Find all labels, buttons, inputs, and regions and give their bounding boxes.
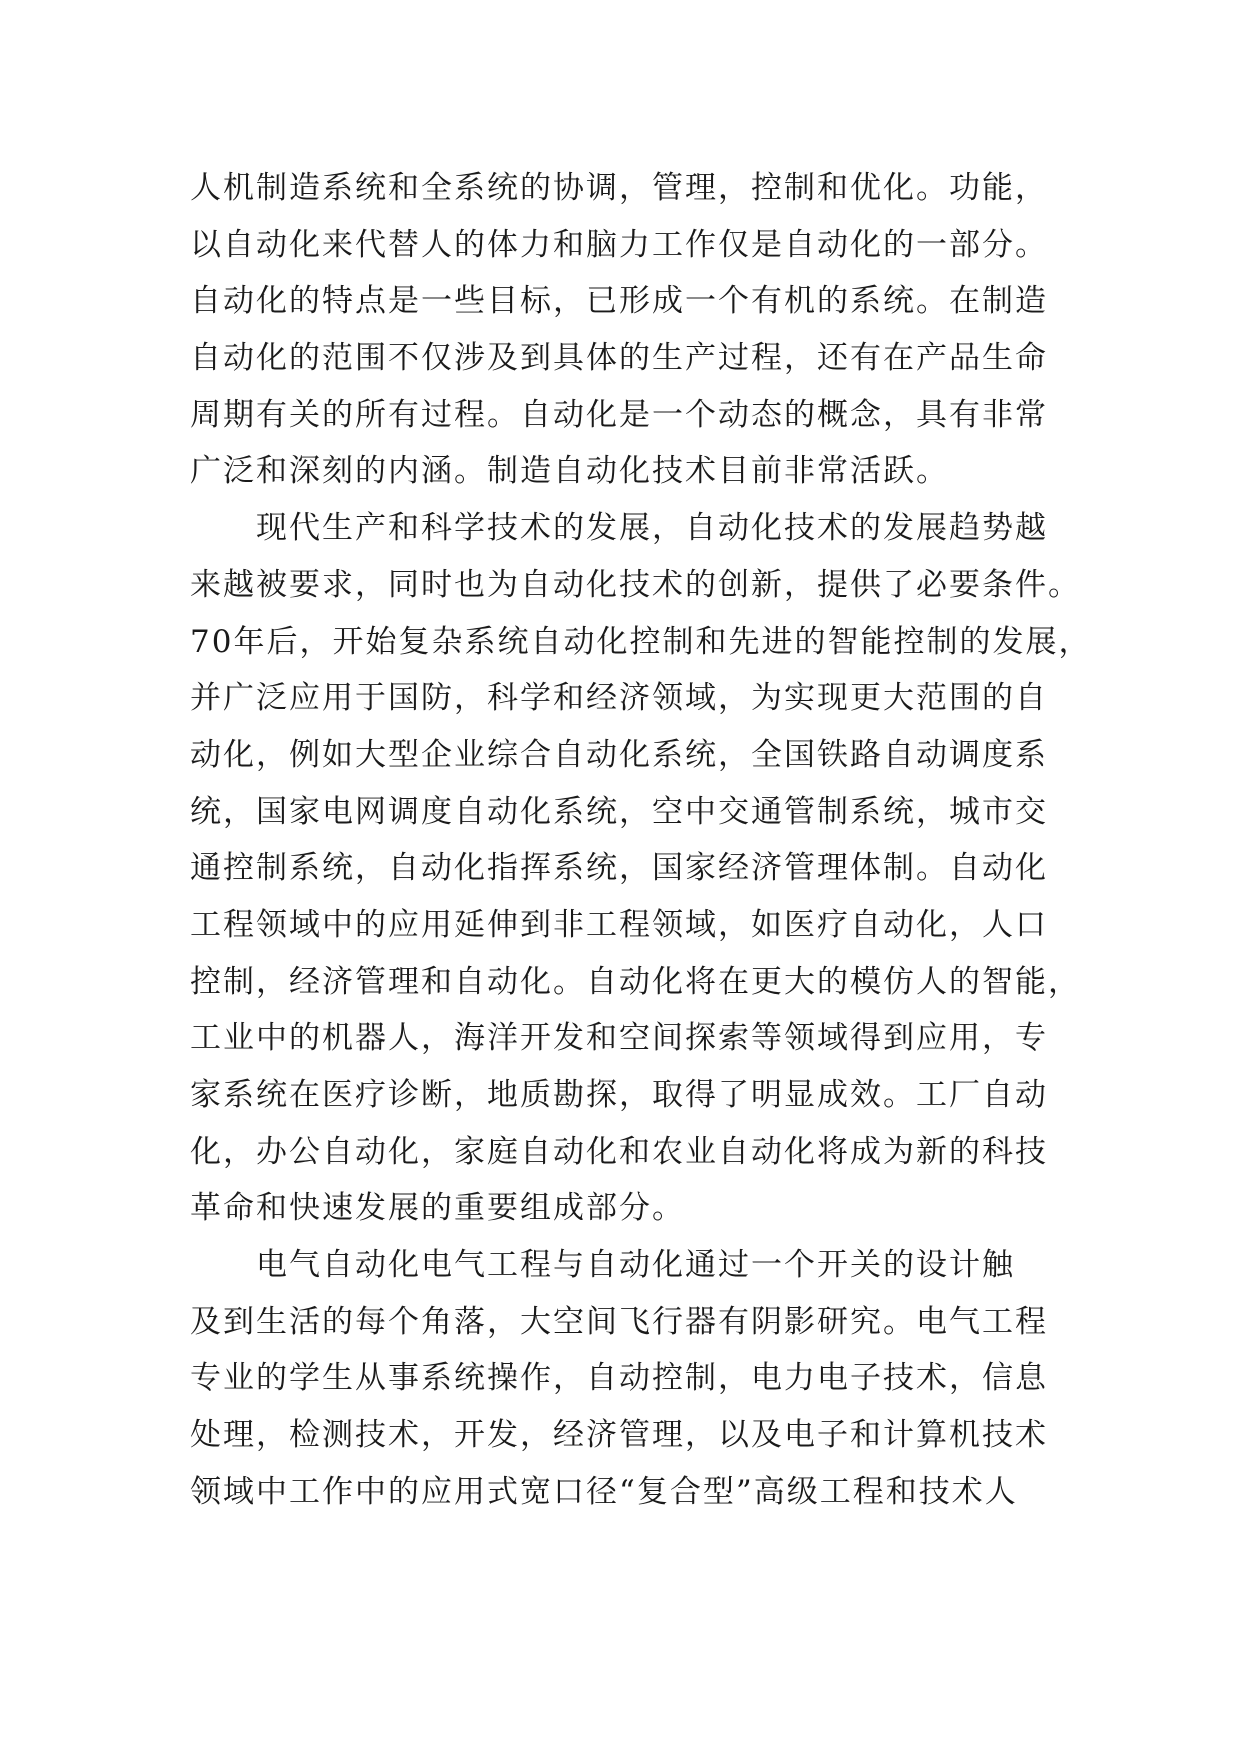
text-line: 并广泛应用于国防，科学和经济领域，为实现更大范围的自: [190, 680, 1048, 717]
text-line: 控制，经济管理和自动化。自动化将在更大的模仿人的智能，: [190, 963, 1081, 1000]
text-line: 自动化的特点是一些目标，已形成一个有机的系统。在制造: [190, 283, 1048, 320]
text-line: 化，办公自动化，家庭自动化和农业自动化将成为新的科技: [190, 1133, 1048, 1170]
paragraph-2: [190, 500, 1092, 1237]
paragraph-3: [190, 1237, 1050, 1520]
text-line: 及到生活的每个角落，大空间飞行器有阴影研究。电气工程: [190, 1303, 1048, 1340]
text-line: 工业中的机器人，海洋开发和空间探索等领域得到应用，专: [190, 1020, 1048, 1057]
text-line: 工程领域中的应用延伸到非工程领域，如医疗自动化，人口: [190, 906, 1048, 943]
text-line: 周期有关的所有过程。自动化是一个动态的概念，具有非常: [190, 396, 1048, 433]
text-line: 来越被要求，同时也为自动化技术的创新，提供了必要条件。: [190, 566, 1081, 603]
text-line: 家系统在医疗诊断，地质勘探，取得了明显成效。工厂自动: [190, 1077, 1048, 1113]
text-line: 专业的学生从事系统操作，自动控制，电力电子技术，信息: [190, 1360, 1048, 1397]
paragraph-1: [190, 160, 1050, 500]
text-line: 70年后，开始复杂系统自动化控制和先进的智能控制的发展，: [190, 623, 1092, 660]
body-text: [190, 160, 1092, 1521]
text-line: 统，国家电网调度自动化系统，空中交通管制系统，城市交: [190, 793, 1048, 830]
text-line: 广泛和深刻的内涵。制造自动化技术目前非常活跃。: [190, 453, 949, 490]
text-line: 现代生产和科学技术的发展，自动化技术的发展趋势越: [256, 510, 1048, 547]
text-line: 以自动化来代替人的体力和脑力工作仅是自动化的一部分。: [190, 226, 1048, 263]
text-line: 领域中工作中的应用式宽口径“复合型”高级工程和技术人: [190, 1473, 1018, 1510]
text-line: 通控制系统，自动化指挥系统，国家经济管理体制。自动化: [190, 850, 1048, 887]
text-line: 处理，检测技术，开发，经济管理，以及电子和计算机技术: [190, 1417, 1048, 1454]
text-line: 人机制造系统和全系统的协调，管理，控制和优化。功能，: [190, 170, 1048, 206]
text-line: 自动化的范围不仅涉及到具体的生产过程，还有在产品生命: [190, 340, 1048, 377]
text-line: 革命和快速发展的重要组成部分。: [190, 1190, 685, 1227]
text-line: 动化，例如大型企业综合自动化系统，全国铁路自动调度系: [190, 736, 1048, 773]
text-line: 电气自动化电气工程与自动化通过一个开关的设计触: [256, 1247, 1015, 1284]
